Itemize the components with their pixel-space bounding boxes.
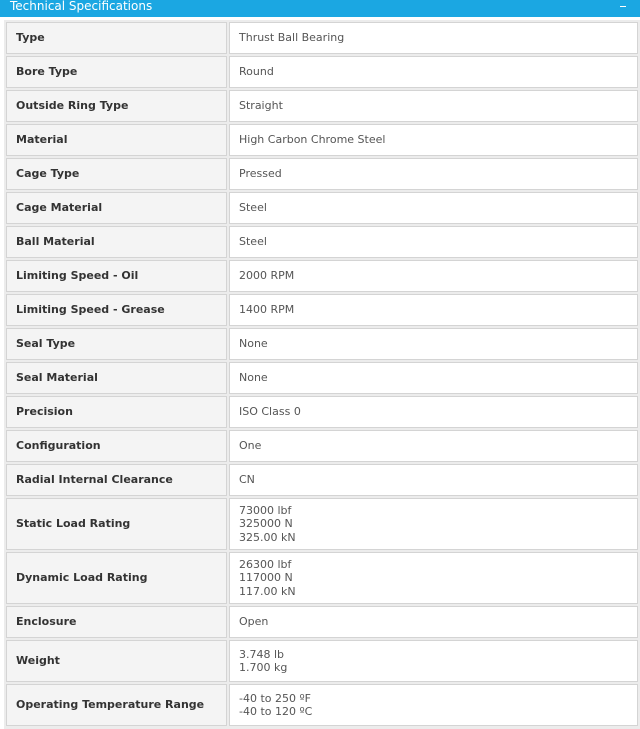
- spec-value: Straight: [229, 90, 638, 122]
- spec-value: 2000 RPM: [229, 260, 638, 292]
- table-row: [6, 328, 638, 360]
- specs-table: [4, 20, 640, 728]
- spec-label: Ball Material: [6, 226, 227, 258]
- spec-label: Material: [6, 124, 227, 156]
- spec-label: Type: [6, 22, 227, 54]
- spec-label: Precision: [6, 396, 227, 428]
- spec-value: 3.748 lb 1.700 kg: [229, 640, 638, 682]
- spec-label: Seal Material: [6, 362, 227, 394]
- table-row: [6, 684, 638, 726]
- spec-label: Operating Temperature Range: [6, 684, 227, 726]
- spec-label: Bore Type: [6, 56, 227, 88]
- table-row: [6, 226, 638, 258]
- table-row: [6, 294, 638, 326]
- table-row: [6, 124, 638, 156]
- spec-value: 1400 RPM: [229, 294, 638, 326]
- spec-value: Steel: [229, 192, 638, 224]
- panel-title: Technical Specifications: [10, 0, 153, 13]
- spec-value: CN: [229, 464, 638, 496]
- spec-value: 26300 lbf 117000 N 117.00 kN: [229, 552, 638, 604]
- table-row: [6, 362, 638, 394]
- table-row: [6, 56, 638, 88]
- spec-label: Configuration: [6, 430, 227, 462]
- spec-value: One: [229, 430, 638, 462]
- spec-value: Round: [229, 56, 638, 88]
- spec-value: None: [229, 362, 638, 394]
- spec-label: Limiting Speed - Grease: [6, 294, 227, 326]
- spec-label: Weight: [6, 640, 227, 682]
- table-row: [6, 430, 638, 462]
- table-row: [6, 464, 638, 496]
- spec-value: ISO Class 0: [229, 396, 638, 428]
- table-row: [6, 396, 638, 428]
- table-row: [6, 260, 638, 292]
- table-row: [6, 192, 638, 224]
- spec-value: Thrust Ball Bearing: [229, 22, 638, 54]
- table-row: [6, 158, 638, 190]
- spec-label: Cage Type: [6, 158, 227, 190]
- table-row: [6, 640, 638, 682]
- table-row: [6, 498, 638, 550]
- spec-label: Enclosure: [6, 606, 227, 638]
- spec-label: Static Load Rating: [6, 498, 227, 550]
- spec-label: Outside Ring Type: [6, 90, 227, 122]
- spec-label: Radial Internal Clearance: [6, 464, 227, 496]
- spec-label: Seal Type: [6, 328, 227, 360]
- table-row: [6, 606, 638, 638]
- minus-icon[interactable]: [617, 0, 631, 13]
- table-row: [6, 90, 638, 122]
- spec-value: Steel: [229, 226, 638, 258]
- specs-table-container: [4, 20, 640, 729]
- spec-value: -40 to 250 ºF -40 to 120 ºC: [229, 684, 638, 726]
- spec-label: Dynamic Load Rating: [6, 552, 227, 604]
- table-row: [6, 552, 638, 604]
- spec-value: Open: [229, 606, 638, 638]
- spec-value: 73000 lbf 325000 N 325.00 kN: [229, 498, 638, 550]
- table-row: [6, 22, 638, 54]
- spec-label: Cage Material: [6, 192, 227, 224]
- spec-label: Limiting Speed - Oil: [6, 260, 227, 292]
- spec-value: Pressed: [229, 158, 638, 190]
- panel-header[interactable]: [0, 0, 640, 17]
- spec-value: None: [229, 328, 638, 360]
- spec-value: High Carbon Chrome Steel: [229, 124, 638, 156]
